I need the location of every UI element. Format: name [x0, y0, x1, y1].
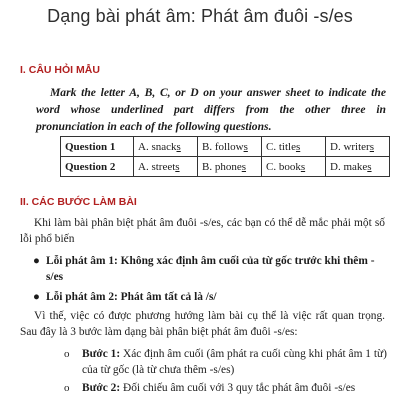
answer-option: [134, 157, 198, 177]
step-2: [64, 381, 387, 397]
option-word-stem: snack: [151, 140, 177, 153]
option-letter: C.: [266, 160, 277, 173]
option-underlined-part: s: [367, 160, 372, 173]
question-instruction: Mark the letter A, B, C, or D on your answer sheet to indicate the word whose underlined part differs from the other three in pronunciation in each of the following questions.: [36, 86, 386, 133]
option-underlined-part: s: [175, 160, 180, 173]
option-letter: A.: [138, 160, 149, 173]
bullet-icon: ●: [33, 291, 40, 303]
step-label: Bước 1:: [82, 348, 121, 360]
option-letter: B.: [202, 140, 213, 153]
option-underlined-part: s: [300, 160, 306, 173]
circle-bullet-icon: o: [64, 348, 70, 360]
error-item-1: [33, 254, 386, 285]
answer-option: [198, 157, 262, 177]
answer-option: [134, 137, 198, 157]
step-text: Xác định âm cuối (âm phát ra cuối cùng khi phát âm 1 từ) của từ gốc (là từ chưa thêm -s/es): [82, 348, 387, 376]
section-heading-sample-question: I. CÂU HỎI MẪU: [20, 64, 100, 76]
step-label: Bước 2:: [82, 382, 121, 394]
page-title: Dạng bài phát âm: Phát âm đuôi -s/es: [47, 6, 353, 26]
option-letter: D.: [330, 140, 341, 153]
question-row: [61, 137, 390, 157]
option-word-stem: writer: [343, 140, 370, 153]
bullet-icon: ●: [33, 255, 40, 267]
error-item-text: Lỗi phát âm 1: Không xác định âm cuối của từ gốc trước khi thêm -s/es: [46, 255, 375, 283]
step-text: Đối chiếu âm cuối với 3 quy tắc phát âm đuôi -s/es: [123, 382, 356, 394]
option-word-stem: title: [278, 140, 296, 153]
question-row: [61, 157, 390, 177]
option-letter: A.: [138, 140, 149, 153]
question-label: Question 2: [61, 157, 134, 177]
answer-option: [326, 157, 390, 177]
option-letter: D.: [330, 160, 341, 173]
option-underlined-part: s: [241, 160, 247, 173]
option-letter: C.: [266, 140, 277, 153]
section-heading-steps: II. CÁC BƯỚC LÀM BÀI: [20, 196, 137, 208]
option-word-stem: book: [278, 160, 301, 173]
intro-paragraph: Khi làm bài phân biệt phát âm đuôi -s/es, các bạn có thể dễ mắc phải một số lỗi phổ biến: [20, 217, 385, 245]
method-paragraph: Vì thế, việc có được phương hướng làm bài cụ thể là việc rất quan trọng. Sau đây là 3 bước làm dạng bài phân biệt phát âm đuôi -s/es:: [20, 310, 385, 338]
answer-option: [326, 137, 390, 157]
question-label: Question 1: [61, 137, 134, 157]
error-item-2: [33, 290, 386, 306]
answer-option: [262, 137, 326, 157]
answer-option: [198, 137, 262, 157]
option-word-stem: follow: [214, 140, 244, 153]
circle-bullet-icon: o: [64, 382, 70, 394]
option-word-stem: phone: [214, 160, 242, 173]
option-word-stem: make: [343, 160, 368, 173]
option-underlined-part: s: [176, 140, 181, 153]
question-table: [60, 136, 390, 177]
answer-option: [262, 157, 326, 177]
option-word-stem: street: [151, 160, 176, 173]
option-letter: B.: [202, 160, 213, 173]
step-1: [64, 347, 387, 378]
option-underlined-part: s: [295, 140, 301, 153]
option-underlined-part: s: [369, 140, 374, 153]
option-underlined-part: s: [243, 140, 248, 153]
error-item-text: Lỗi phát âm 2: Phát âm tất cả là /s/: [46, 291, 217, 303]
